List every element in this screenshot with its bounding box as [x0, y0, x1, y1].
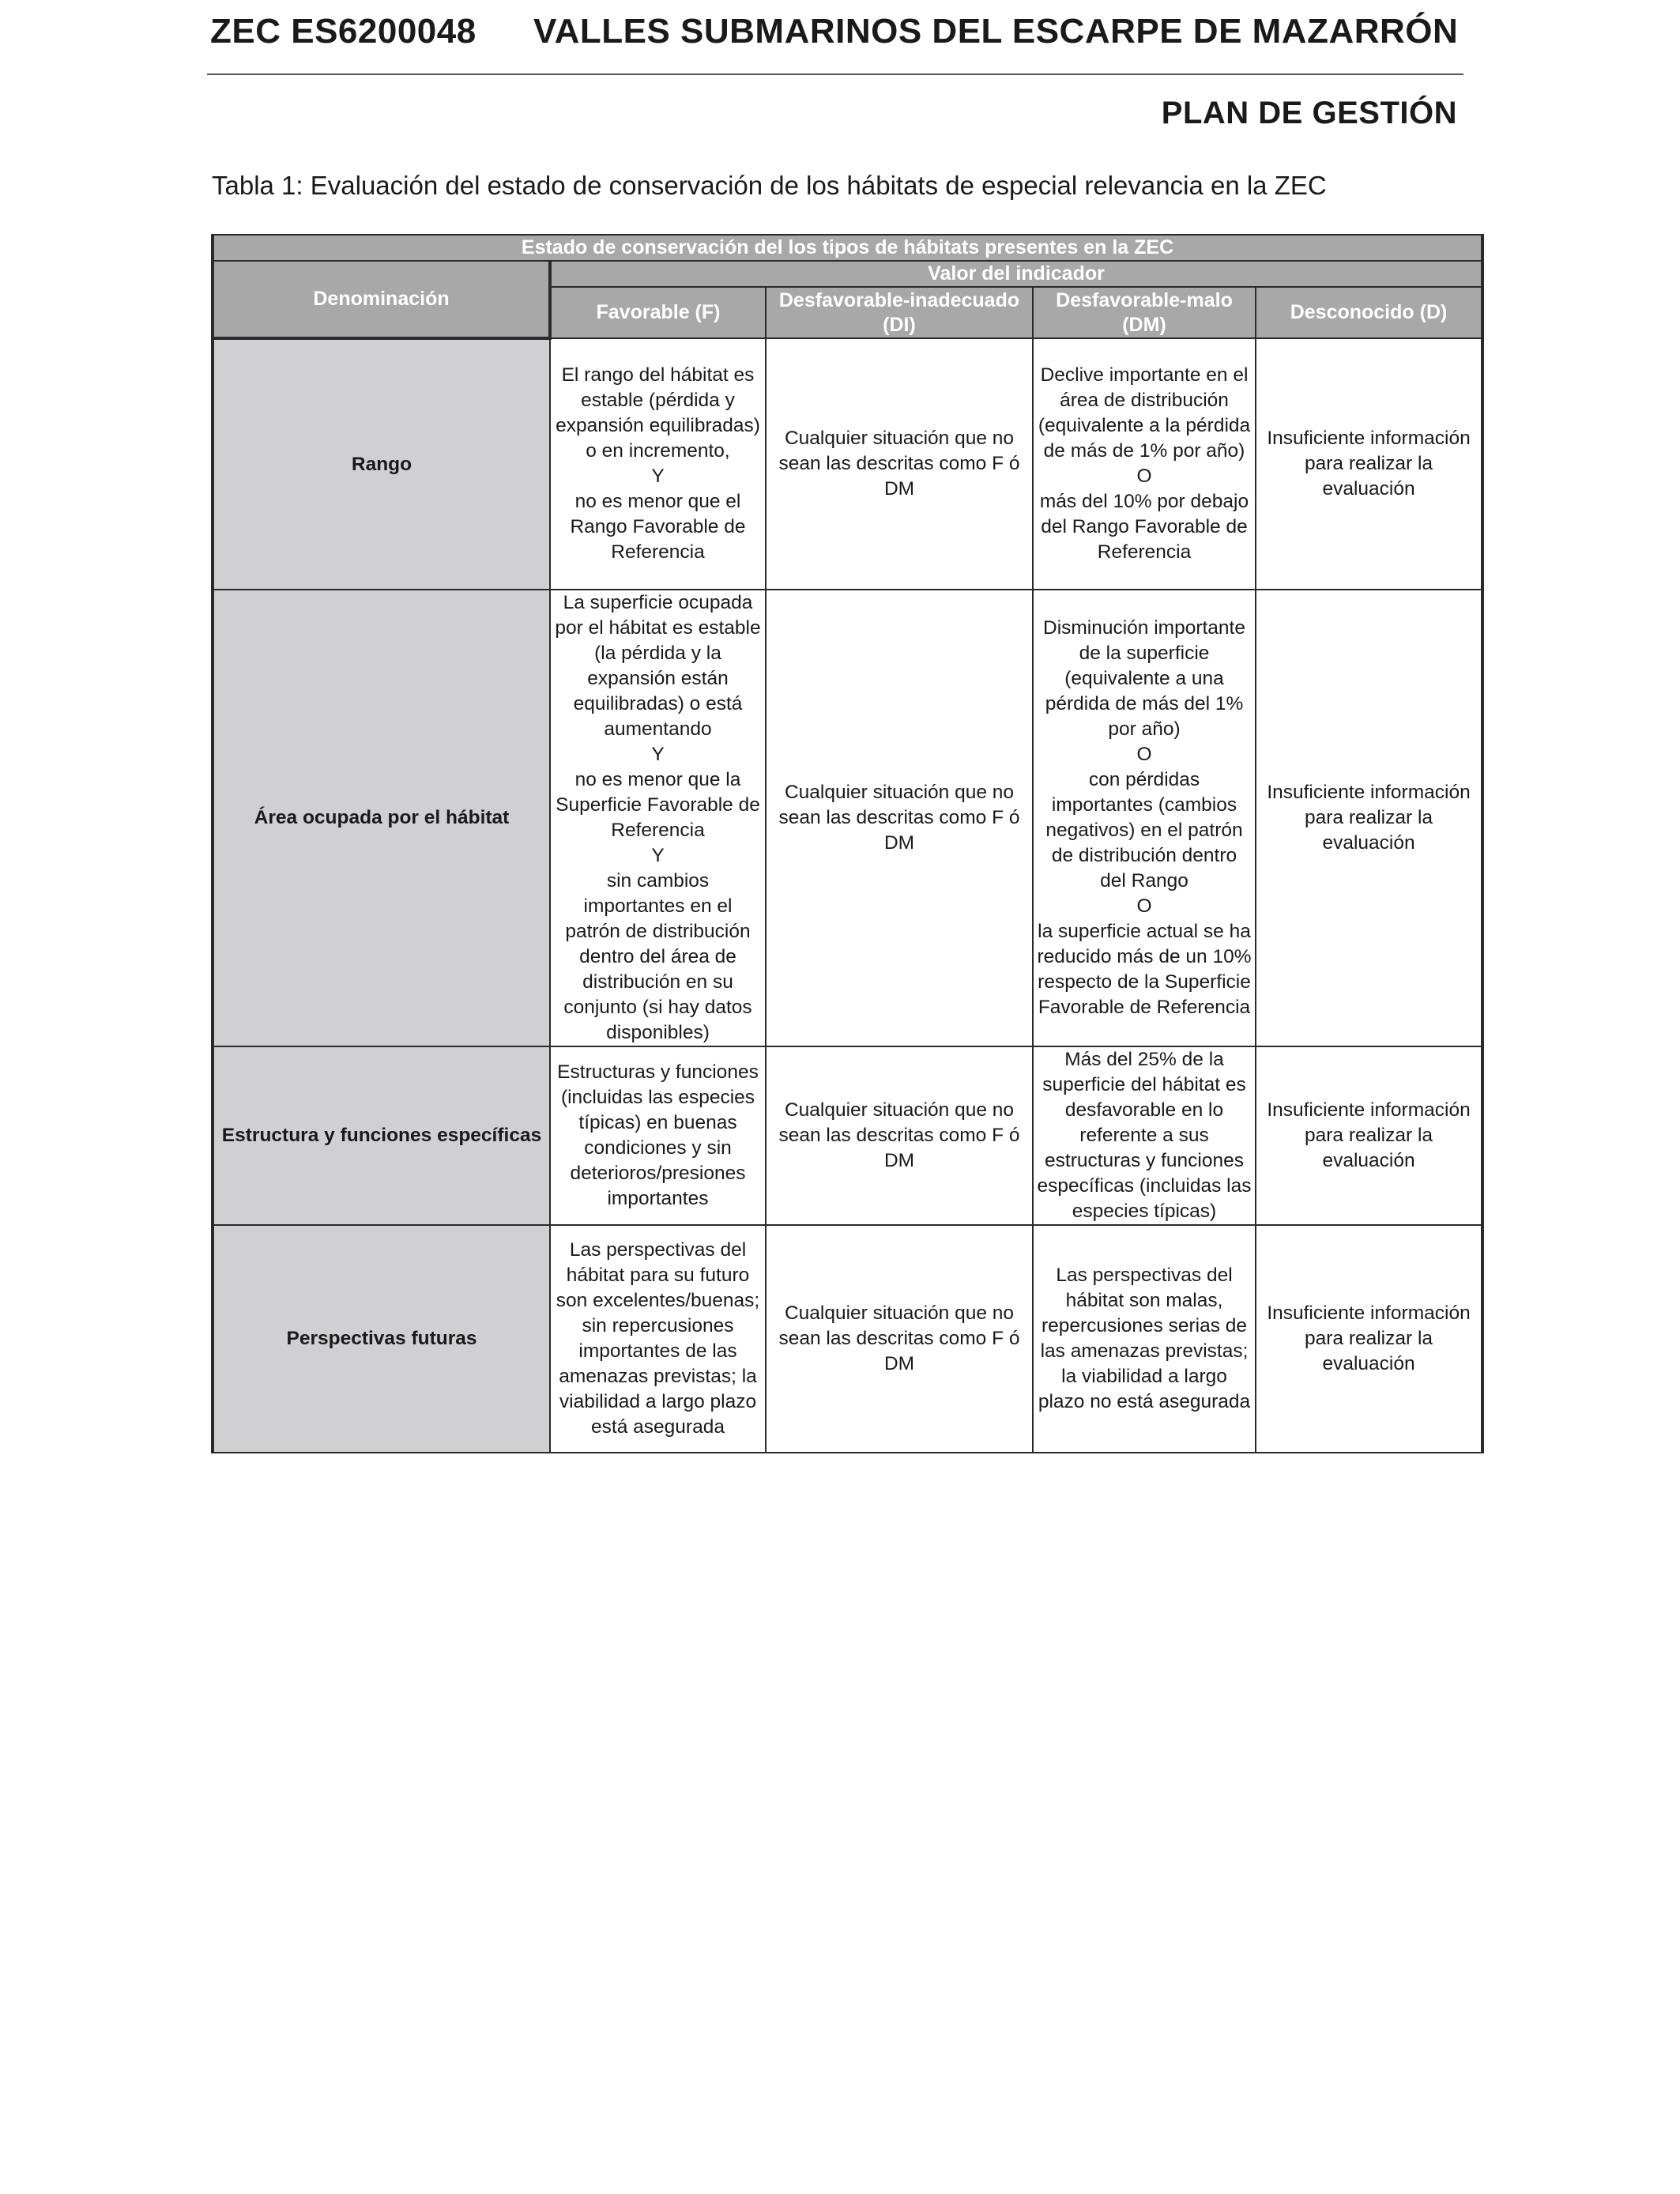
cell-line: hábitat para su futuro — [566, 1265, 750, 1286]
cell-line: especies típicas) — [1072, 1201, 1217, 1222]
cell-line: de más de 1% por año) — [1043, 440, 1245, 462]
cell-line: para realizar la — [1304, 807, 1433, 828]
cell-line: Insuficiente información — [1267, 782, 1471, 803]
cell-line: conjunto (si hay datos — [563, 997, 752, 1018]
cell-line: estable (pérdida y — [581, 390, 735, 411]
cell-line: Cualquier situación que no — [784, 428, 1015, 449]
cell-line: (equivalente a la pérdida — [1038, 415, 1251, 436]
cell-line: Cualquier situación que no — [784, 1302, 1015, 1324]
cell-line: (incluidas las especies — [560, 1087, 755, 1108]
cell-line: área de distribución — [1060, 390, 1229, 411]
indicator-cell — [1256, 590, 1482, 1046]
cell-line: para realizar la — [1304, 1328, 1433, 1349]
cell-line: (DM) — [1122, 313, 1166, 336]
cell-line: (DI) — [883, 313, 916, 336]
cell-line: la superficie actual se ha — [1038, 921, 1251, 942]
cell-line: evaluación — [1322, 478, 1415, 499]
cell-line: Y — [651, 845, 665, 866]
cell-line: Desconocido (D) — [1290, 301, 1448, 323]
row-denominacion: Rango — [213, 338, 550, 590]
indicator-header: Valor del indicador — [550, 261, 1482, 287]
cell-line: O — [1136, 895, 1152, 917]
indicator-cell — [1256, 1225, 1482, 1453]
cell-line: no es menor que la — [574, 769, 741, 790]
cell-line: típicas) en buenas — [578, 1112, 737, 1133]
cell-line: sean las descritas como F ó — [778, 453, 1020, 474]
row-denominacion: Perspectivas futuras — [213, 1225, 550, 1453]
cell-line: viabilidad a largo plazo — [559, 1391, 757, 1412]
cell-line: superficie del hábitat es — [1042, 1074, 1246, 1095]
cell-line: condiciones y sin — [584, 1137, 732, 1159]
indicator-cell — [550, 1046, 766, 1225]
table-caption: Tabla 1: Evaluación del estado de conservación de los hábitats de especial relevancia en la ZEC — [212, 171, 1327, 200]
cell-line: patrón de distribución — [565, 921, 751, 942]
indicator-cell — [766, 1225, 1033, 1453]
cell-line: específicas (incluidas las — [1037, 1175, 1252, 1197]
indicator-cell — [1033, 338, 1256, 590]
cell-line: dentro del área de — [579, 946, 736, 967]
cell-line: Disminución importante — [1043, 617, 1245, 639]
cell-line: O — [1136, 744, 1152, 765]
favorable-header — [550, 287, 766, 338]
row-denominacion: Estructura y funciones específicas — [213, 1046, 550, 1225]
cell-line: Favorable (F) — [596, 301, 721, 323]
cell-line: estructuras y funciones — [1045, 1150, 1244, 1171]
cell-line: evaluación — [1322, 1353, 1415, 1374]
cell-line: pérdida de más del 1% — [1045, 693, 1244, 714]
indicator-cell — [550, 338, 766, 590]
cell-line: Cualquier situación que no — [784, 782, 1015, 803]
conservation-status-table — [211, 234, 1484, 1453]
indicator-cell — [550, 590, 766, 1046]
indicator-cell — [1256, 338, 1482, 590]
cell-line: para realizar la — [1304, 1125, 1433, 1146]
indicator-cell — [766, 338, 1033, 590]
indicator-cell — [1033, 1046, 1256, 1225]
cell-line: disponibles) — [606, 1022, 710, 1043]
cell-line: sin repercusiones — [582, 1315, 734, 1336]
cell-line: respecto de la Superficie — [1038, 971, 1251, 993]
indicator-cell — [550, 1225, 766, 1453]
cell-line: Las perspectivas del — [1056, 1265, 1233, 1286]
cell-line: La superficie ocupada — [563, 592, 753, 613]
cell-line: importantes — [607, 1188, 709, 1209]
cell-line: expansión equilibradas) — [556, 415, 760, 436]
cell-line: Más del 25% de la — [1064, 1049, 1224, 1070]
cell-line: de distribución dentro — [1051, 845, 1237, 866]
cell-line: importantes en el — [583, 895, 733, 917]
cell-line: El rango del hábitat es — [561, 364, 755, 386]
cell-line: de la superficie — [1079, 643, 1210, 664]
cell-line: reducido más de un 10% — [1037, 946, 1252, 967]
cell-line: DM — [883, 1150, 915, 1171]
cell-line: DM — [883, 1353, 915, 1374]
desfavorable-inadecuado-header — [766, 287, 1033, 338]
cell-line: O — [1136, 466, 1152, 487]
cell-line: (equivalente a una — [1064, 668, 1224, 689]
cell-line: no es menor que el — [574, 491, 741, 512]
row-area-ocupada — [213, 590, 1482, 1046]
row-estructura-funciones — [213, 1046, 1482, 1225]
cell-line: Referencia — [1097, 541, 1192, 563]
cell-line: negativos) en el patrón — [1045, 820, 1243, 841]
cell-line: Insuficiente información — [1267, 1302, 1471, 1324]
cell-line: está asegurada — [591, 1416, 725, 1438]
cell-line: repercusiones serias de — [1041, 1315, 1248, 1336]
cell-line: Desfavorable-malo — [1056, 288, 1233, 311]
cell-line: Las perspectivas del — [569, 1239, 747, 1261]
cell-line: Cualquier situación que no — [784, 1099, 1015, 1121]
cell-line: amenazas previstas; la — [559, 1366, 757, 1387]
desconocido-header — [1256, 287, 1482, 338]
cell-line: evaluación — [1322, 832, 1415, 854]
cell-line: evaluación — [1322, 1150, 1415, 1171]
cell-line: las amenazas previstas; — [1040, 1340, 1249, 1362]
cell-line: aumentando — [604, 718, 712, 740]
cell-line: Insuficiente información — [1267, 1099, 1471, 1121]
cell-line: Y — [651, 466, 665, 487]
cell-line: del Rango Favorable de — [1041, 516, 1248, 537]
cell-line: Estructuras y funciones — [557, 1061, 759, 1083]
cell-line: desfavorable en lo — [1064, 1099, 1224, 1121]
cell-line: Y — [651, 744, 665, 765]
cell-line: del Rango — [1100, 870, 1188, 892]
cell-line: sean las descritas como F ó — [778, 1125, 1020, 1146]
cell-line: Superficie Favorable de — [556, 794, 760, 816]
indicator-cell — [1033, 590, 1256, 1046]
cell-line: Rango Favorable de — [570, 516, 746, 537]
cell-line: equilibradas) o está — [573, 693, 743, 714]
cell-line: Desfavorable-inadecuado — [778, 288, 1020, 311]
cell-line: Referencia — [611, 541, 705, 563]
cell-line: o en incremento, — [586, 440, 730, 462]
cell-line: para realizar la — [1304, 453, 1433, 474]
cell-line: son excelentes/buenas; — [556, 1290, 760, 1311]
indicator-cell — [766, 590, 1033, 1046]
document-title: VALLES SUBMARINOS DEL ESCARPE DE MAZARRÓN — [533, 12, 1459, 51]
denominacion-header: Denominación — [213, 261, 550, 338]
cell-line: distribución en su — [582, 971, 733, 993]
cell-line: por año) — [1108, 718, 1181, 740]
cell-line: Declive importante en el — [1040, 364, 1249, 386]
cell-line: sin cambios — [606, 870, 710, 892]
cell-line: plazo no está asegurada — [1038, 1391, 1251, 1412]
cell-line: expansión están — [587, 668, 729, 689]
desfavorable-malo-header — [1033, 287, 1256, 338]
zec-code: ZEC ES6200048 — [210, 12, 477, 51]
cell-line: DM — [883, 478, 915, 499]
cell-line: Referencia — [611, 820, 705, 841]
header-divider — [207, 74, 1463, 75]
cell-line: la viabilidad a largo — [1061, 1366, 1227, 1387]
cell-line: importantes de las — [578, 1340, 737, 1362]
cell-line: con pérdidas — [1088, 769, 1200, 790]
cell-line: más del 10% por debajo — [1039, 491, 1249, 512]
cell-line: por el hábitat es estable — [555, 617, 761, 639]
indicator-cell — [1256, 1046, 1482, 1225]
cell-line: Favorable de Referencia — [1038, 997, 1251, 1018]
cell-line: deterioros/presiones — [570, 1163, 746, 1184]
cell-line: DM — [883, 832, 915, 854]
plan-subtitle: PLAN DE GESTIÓN — [1161, 96, 1457, 130]
row-denominacion: Área ocupada por el hábitat — [213, 590, 550, 1046]
cell-line: referente a sus — [1079, 1125, 1209, 1146]
indicator-cell — [766, 1046, 1033, 1225]
row-rango — [213, 338, 1482, 590]
table-top-header: Estado de conservación del los tipos de hábitats presentes en la ZEC — [213, 235, 1482, 261]
cell-line: (la pérdida y la — [594, 643, 721, 664]
cell-line: importantes (cambios — [1051, 794, 1237, 816]
cell-line: sean las descritas como F ó — [778, 1328, 1020, 1349]
indicator-cell — [1033, 1225, 1256, 1453]
cell-line: hábitat son malas, — [1065, 1290, 1223, 1311]
row-perspectivas-futuras — [213, 1225, 1482, 1453]
cell-line: sean las descritas como F ó — [778, 807, 1020, 828]
cell-line: Insuficiente información — [1267, 428, 1471, 449]
